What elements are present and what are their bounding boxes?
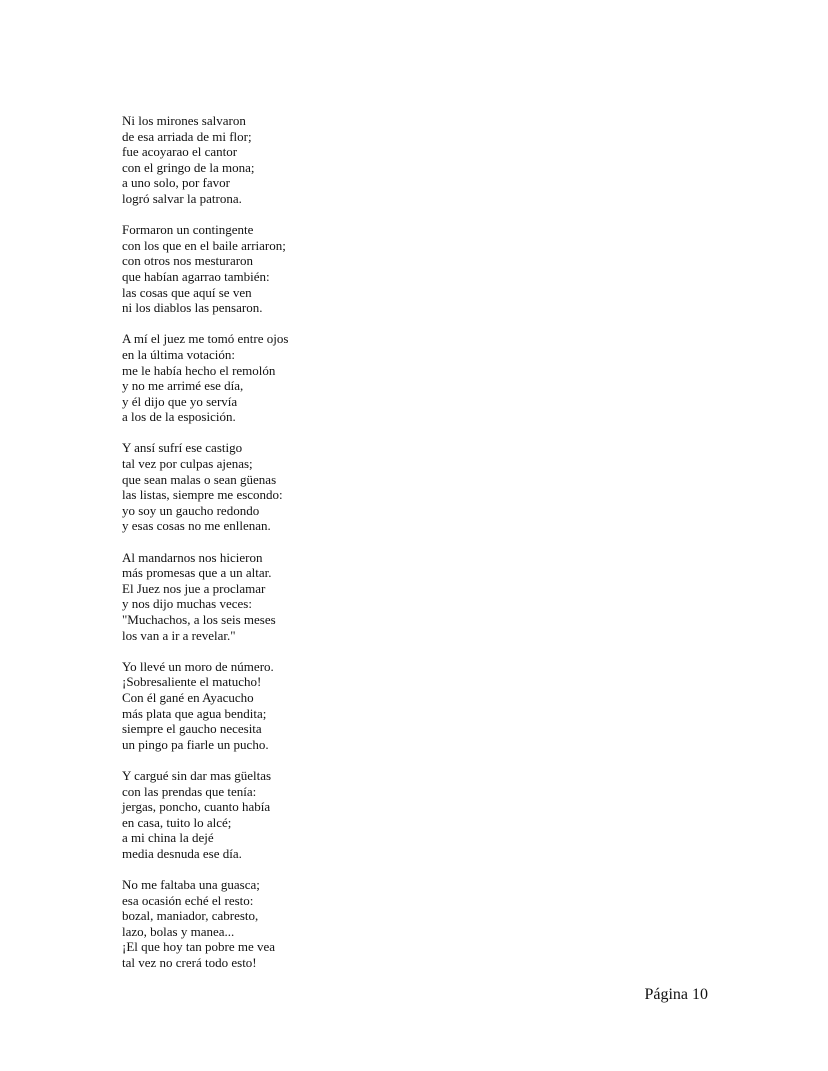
stanza bbox=[122, 113, 522, 207]
poem-line: logró salvar la patrona. bbox=[122, 190, 242, 206]
poem-line: media desnuda ese día. bbox=[122, 845, 242, 861]
poem-line: a uno solo, por favor bbox=[122, 175, 230, 191]
poem-line: las listas, siempre me escondo: bbox=[122, 487, 283, 503]
poem-line: los van a ir a revelar." bbox=[122, 627, 236, 643]
poem-line: y él dijo que yo servía bbox=[122, 393, 238, 409]
poem-line: las cosas que aquí se ven bbox=[122, 284, 252, 300]
stanza bbox=[122, 877, 522, 971]
poem-line: con los que en el baile arriaron; bbox=[122, 237, 286, 253]
poem-line: Y ansí sufrí ese castigo bbox=[122, 440, 243, 456]
poem-line: ¡El que hoy tan pobre me vea bbox=[122, 939, 276, 955]
poem-line: jergas, poncho, cuanto había bbox=[122, 799, 271, 815]
poem-line: tal vez no crerá todo esto! bbox=[122, 955, 257, 971]
poem-line: Ni los mirones salvaron bbox=[122, 113, 246, 128]
poem-line: más plata que agua bendita; bbox=[122, 705, 267, 721]
poem-line: esa ocasión eché el resto: bbox=[122, 892, 254, 908]
poem-line: me le había hecho el remolón bbox=[122, 362, 276, 378]
poem-line: de esa arriada de mi flor; bbox=[122, 128, 252, 144]
poem-line: yo soy un gaucho redondo bbox=[122, 502, 260, 518]
poem-line: siempre el gaucho necesita bbox=[122, 721, 262, 737]
poem-line: que sean malas o sean güenas bbox=[122, 471, 277, 487]
poem-line: Al mandarnos nos hicieron bbox=[122, 549, 263, 565]
stanza bbox=[122, 331, 522, 425]
poem-line: a los de la esposición. bbox=[122, 409, 236, 425]
poem-line: Formaron un contingente bbox=[122, 222, 254, 238]
poem-line: ¡Sobresaliente el matucho! bbox=[122, 674, 262, 690]
poem-line: A mí el juez me tomó entre ojos bbox=[122, 331, 289, 347]
poem-body bbox=[122, 113, 522, 986]
stanza bbox=[122, 222, 522, 316]
poem-line: lazo, bolas y manea... bbox=[122, 923, 235, 939]
poem-line: tal vez por culpas ajenas; bbox=[122, 456, 253, 472]
poem-line: con otros nos mesturaron bbox=[122, 253, 254, 269]
poem-line: con el gringo de la mona; bbox=[122, 159, 255, 175]
poem-line: que habían agarrao también: bbox=[122, 268, 270, 284]
stanza bbox=[122, 659, 522, 753]
page-number: Página 10 bbox=[644, 986, 708, 1003]
stanza bbox=[122, 440, 522, 534]
poem-line: en la última votación: bbox=[122, 346, 235, 362]
poem-line: Yo llevé un moro de número. bbox=[122, 658, 274, 674]
poem-line: "Muchachos, a los seis meses bbox=[122, 612, 276, 627]
poem-line: fue acoyarao el cantor bbox=[122, 144, 238, 160]
poem-line: Y cargué sin dar mas güeltas bbox=[122, 767, 272, 783]
poem-line: El Juez nos jue a proclamar bbox=[122, 580, 266, 596]
poem-line: un pingo pa fiarle un pucho. bbox=[122, 736, 269, 752]
poem-line: y esas cosas no me enllenan. bbox=[122, 518, 271, 534]
poem-line: y nos dijo muchas veces: bbox=[122, 596, 252, 612]
poem-line: y no me arrimé ese día, bbox=[122, 378, 244, 394]
poem-line: con las prendas que tenía: bbox=[122, 783, 257, 799]
stanza bbox=[122, 550, 522, 644]
poem-line: bozal, maniador, cabresto, bbox=[122, 908, 259, 924]
poem-line: a mi china la dejé bbox=[122, 830, 214, 846]
poem-line: en casa, tuito lo alcé; bbox=[122, 814, 232, 830]
poem-line: ni los diablos las pensaron. bbox=[122, 300, 263, 316]
poem-line: Con él gané en Ayacucho bbox=[122, 689, 254, 705]
poem-line: más promesas que a un altar. bbox=[122, 565, 272, 581]
stanza bbox=[122, 768, 522, 862]
poem-line: No me faltaba una guasca; bbox=[122, 877, 260, 893]
